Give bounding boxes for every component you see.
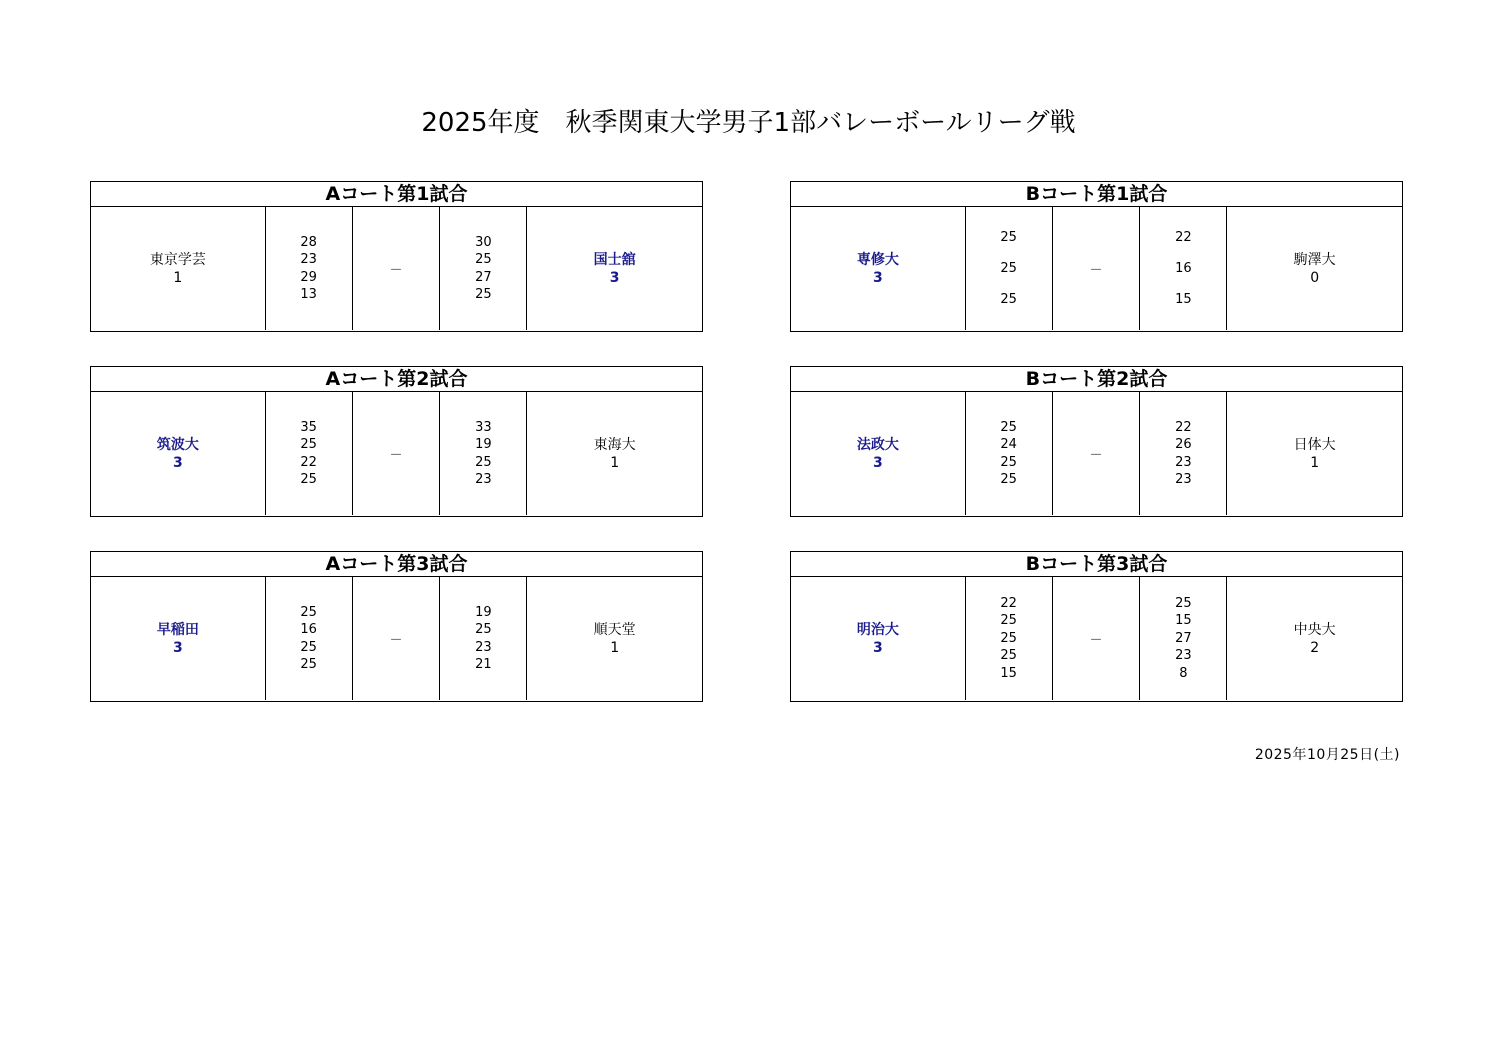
set-score: 22	[1175, 419, 1192, 435]
match-a1	[90, 181, 703, 332]
set-score: 23	[1175, 454, 1192, 470]
team-name: 東海大	[593, 436, 636, 453]
set-score: 30	[475, 234, 492, 250]
match-header: Aコート第2試合	[91, 367, 702, 392]
team-sets-won: 3	[872, 269, 883, 286]
set-score: 22	[1175, 229, 1192, 245]
right-team	[1227, 207, 1402, 330]
set-score: 25	[300, 472, 317, 487]
left-team	[791, 392, 966, 515]
match-b2	[790, 366, 1403, 517]
team-sets-won: 3	[172, 639, 183, 656]
match-header: Aコート第3試合	[91, 552, 702, 577]
set-score: 25	[300, 657, 317, 672]
right-team	[1227, 392, 1402, 515]
set-score: 25	[475, 454, 492, 470]
set-score: 8	[1179, 665, 1188, 681]
team-sets-won: 1	[1310, 454, 1320, 471]
team-name: 早稲田	[156, 621, 199, 638]
team-name: 国士舘	[593, 251, 636, 268]
set-score: 15	[1000, 665, 1017, 681]
dash-glyph: －	[389, 263, 403, 278]
dash-glyph: －	[389, 448, 403, 463]
team-name: 専修大	[856, 251, 899, 268]
team-sets-won: 1	[610, 454, 620, 471]
set-score: 25	[1000, 291, 1017, 307]
dash-glyph: －	[1089, 263, 1103, 278]
left-team	[91, 392, 266, 515]
set-score: 27	[1175, 630, 1192, 646]
team-name: 日体大	[1293, 436, 1336, 453]
team-name: 明治大	[856, 621, 899, 638]
set-score: 25	[300, 604, 317, 620]
set-score: 35	[300, 419, 317, 435]
team-sets-won: 1	[173, 269, 183, 286]
right-set-scores	[1140, 577, 1227, 700]
match-header: Bコート第3試合	[791, 552, 1402, 577]
set-score: 19	[475, 604, 492, 620]
score-separator	[353, 392, 441, 515]
set-score: 27	[475, 269, 492, 285]
set-score: 15	[1175, 613, 1192, 629]
set-score: 16	[1175, 260, 1192, 276]
set-score: 16	[300, 622, 317, 637]
team-sets-won: 1	[610, 639, 620, 656]
set-score: 22	[1000, 595, 1017, 611]
team-name: 駒澤大	[1293, 251, 1336, 268]
team-sets-won: 0	[1310, 269, 1320, 286]
set-score: 29	[300, 269, 317, 285]
score-separator	[1053, 577, 1141, 700]
right-team	[1227, 577, 1402, 700]
left-set-scores	[266, 392, 353, 515]
left-set-scores	[966, 577, 1053, 700]
right-set-scores	[440, 577, 527, 700]
match-a2	[90, 366, 703, 517]
dash-glyph: －	[1089, 448, 1103, 463]
set-score: 25	[1175, 595, 1192, 611]
match-b1	[790, 181, 1403, 332]
left-set-scores	[966, 392, 1053, 515]
page-title: 2025年度 秋季関東大学男子1部バレーボールリーグ戦	[421, 108, 1076, 138]
score-separator	[353, 577, 441, 700]
right-set-scores	[1140, 207, 1227, 330]
left-team	[791, 577, 966, 700]
dash-glyph: －	[389, 633, 403, 648]
match-date: 2025年10月25日(土)	[1254, 747, 1400, 763]
team-sets-won: 3	[172, 454, 183, 471]
match-header: Aコート第1試合	[91, 182, 702, 207]
team-name: 順天堂	[593, 621, 636, 638]
set-score: 25	[1000, 229, 1017, 245]
score-separator	[353, 207, 441, 330]
score-separator	[1053, 207, 1141, 330]
right-set-scores	[440, 207, 527, 330]
set-score: 33	[475, 419, 492, 435]
right-team	[527, 392, 702, 515]
set-score: 25	[1000, 630, 1017, 646]
right-team	[527, 207, 702, 330]
set-score: 23	[475, 639, 492, 655]
set-score: 25	[475, 287, 492, 302]
set-score: 25	[1000, 260, 1017, 276]
match-b3	[790, 551, 1403, 702]
left-team	[91, 207, 266, 330]
set-score: 22	[300, 454, 317, 470]
match-a3	[90, 551, 703, 702]
set-score: 24	[1000, 437, 1017, 452]
left-team	[91, 577, 266, 700]
team-sets-won: 3	[872, 454, 883, 471]
set-score: 13	[300, 287, 317, 302]
set-score: 25	[1000, 472, 1017, 487]
left-set-scores	[266, 207, 353, 330]
dash-glyph: －	[1089, 633, 1103, 648]
set-score: 25	[475, 622, 492, 637]
set-score: 23	[1175, 472, 1192, 487]
score-separator	[1053, 392, 1141, 515]
left-team	[791, 207, 966, 330]
team-sets-won: 3	[609, 269, 620, 286]
set-score: 25	[475, 252, 492, 267]
set-score: 25	[1000, 613, 1017, 629]
set-score: 25	[300, 639, 317, 655]
set-score: 23	[475, 472, 492, 487]
set-score: 25	[1000, 648, 1017, 664]
team-name: 東京学芸	[149, 251, 206, 268]
team-name: 法政大	[856, 436, 899, 453]
left-set-scores	[966, 207, 1053, 330]
set-score: 19	[475, 437, 492, 452]
set-score: 28	[300, 234, 317, 250]
set-score: 23	[1175, 648, 1192, 664]
team-sets-won: 3	[872, 639, 883, 656]
right-team	[527, 577, 702, 700]
team-name: 中央大	[1293, 621, 1336, 638]
left-set-scores	[266, 577, 353, 700]
team-name: 筑波大	[156, 436, 199, 453]
match-header: Bコート第2試合	[791, 367, 1402, 392]
right-set-scores	[440, 392, 527, 515]
set-score: 25	[1000, 419, 1017, 435]
set-score: 21	[475, 657, 492, 672]
set-score: 26	[1175, 437, 1192, 452]
set-score: 23	[300, 252, 317, 267]
set-score: 15	[1175, 291, 1192, 307]
set-score: 25	[1000, 454, 1017, 470]
team-sets-won: 2	[1310, 639, 1320, 656]
match-header: Bコート第1試合	[791, 182, 1402, 207]
right-set-scores	[1140, 392, 1227, 515]
set-score: 25	[300, 437, 317, 452]
